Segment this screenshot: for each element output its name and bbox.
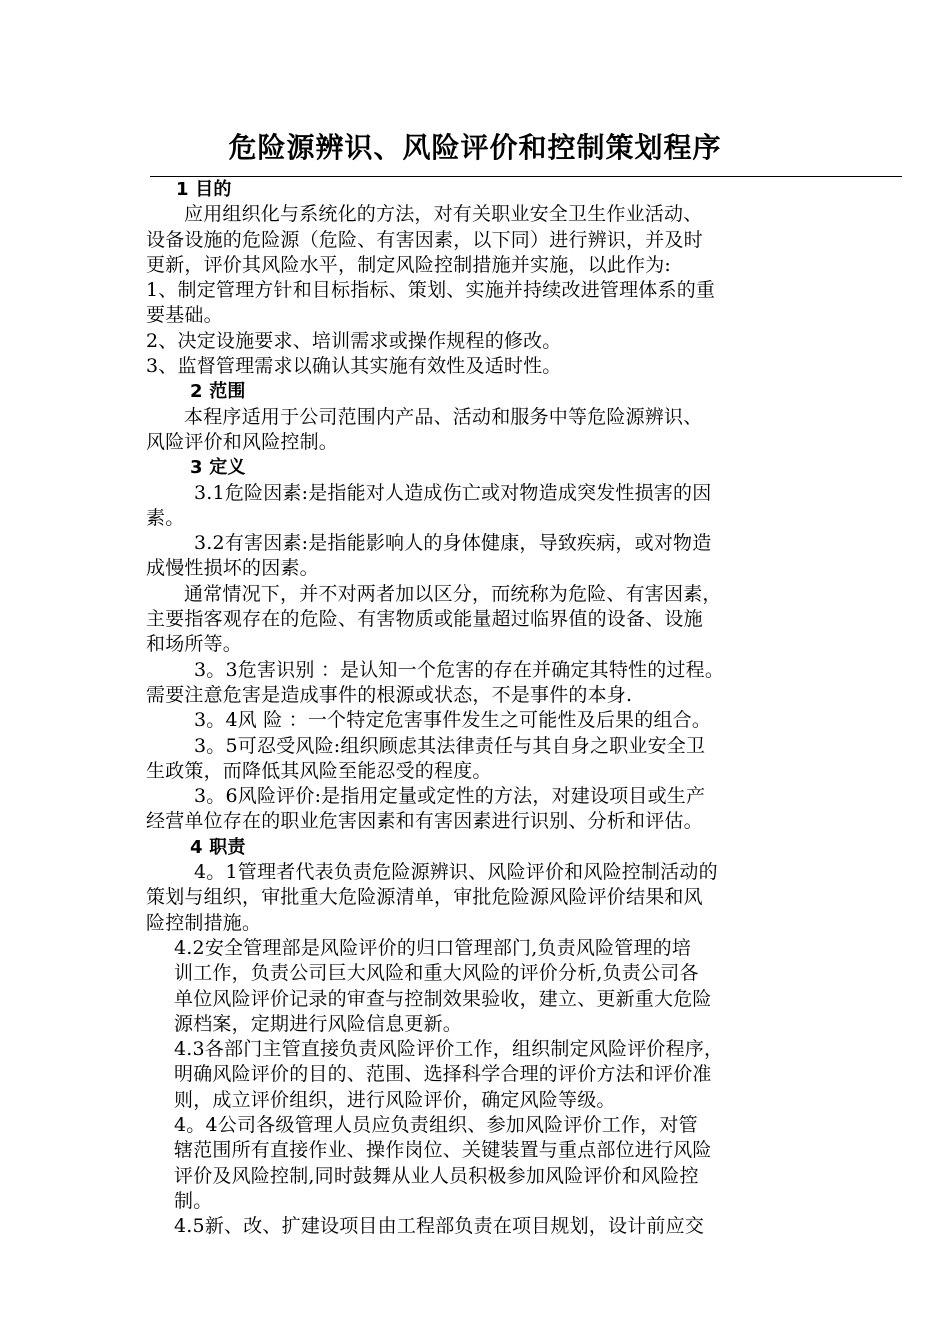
paragraph-line: 评价及风险控制,同时鼓舞从业人员积极参加风险评价和风险控 — [174, 1164, 699, 1187]
paragraph-line: 成慢性损坏的因素。 — [146, 557, 319, 580]
paragraph-line: 生政策，而降低其风险至能忍受的程度。 — [146, 759, 492, 782]
paragraph-line: 训工作，负责公司巨大风险和重大风险的评价分析,负责公司各 — [174, 962, 699, 985]
paragraph-line: 辖范围所有直接作业、操作岗位、关键装置与重点部位进行风险 — [174, 1139, 712, 1162]
section-heading: 3 定义 — [190, 457, 246, 479]
paragraph-line: 制。 — [174, 1189, 213, 1212]
paragraph-line: 3.1危险因素:是指能对人造成伤亡或对物造成突发性损害的因 — [194, 481, 712, 504]
paragraph-line: 设备设施的危险源（危险、有害因素，以下同）进行辨识，并及时 — [146, 228, 703, 251]
paragraph-line: 3。5可忍受风险:组织顾虑其法律责任与其自身之职业安全卫 — [194, 734, 706, 757]
paragraph-line: 4。4公司各级管理人员应负责组织、参加风险评价工作，对管 — [174, 1113, 698, 1136]
paragraph-line: 通常情况下，并不对两者加以区分，而统称为危险、有害因素， — [184, 582, 722, 605]
paragraph-line: 3、监督管理需求以确认其实施有效性及适时性。 — [146, 355, 562, 378]
paragraph-line: 4。1管理者代表负责危险源辨识、风险评价和风险控制活动的 — [194, 861, 718, 884]
paragraph-line: 经营单位存在的职业危害因素和有害因素进行识别、分析和评估。 — [146, 810, 703, 833]
section-heading: 4 职责 — [190, 836, 246, 858]
paragraph-line: 1、制定管理方针和目标指标、策划、实施并持续改进管理体系的重 — [146, 279, 716, 302]
paragraph-line: 3。6风险评价:是指用定量或定性的方法，对建设项目或生产 — [194, 785, 706, 808]
paragraph-line: 需要注意危害是造成事件的根源或状态，不是事件的本身. — [146, 683, 633, 706]
paragraph-line: 策划与组织，审批重大危险源清单，审批危险源风险评价结果和风 — [146, 886, 703, 909]
paragraph-line: 明确风险评价的目的、范围、选择科学合理的评价方法和评价准 — [174, 1063, 712, 1086]
paragraph-line: 要基础。 — [146, 304, 223, 327]
paragraph-line: 3.2有害因素:是指能影响人的身体健康，导致疾病，或对物造 — [194, 532, 712, 555]
paragraph-line: 应用组织化与系统化的方法，对有关职业安全卫生作业活动、 — [184, 203, 703, 226]
paragraph-line: 险控制措施。 — [146, 911, 262, 934]
paragraph-line: 风险评价和风险控制。 — [146, 430, 339, 453]
section-heading: 1 目的 — [176, 179, 232, 200]
document-title: 危险源辨识、风险评价和控制策划程序 — [228, 131, 722, 164]
paragraph-line: 素。 — [146, 506, 185, 529]
section-heading: 2 范围 — [190, 381, 246, 403]
paragraph-line: 2、决定设施要求、培训需求或操作规程的修改。 — [146, 329, 562, 352]
paragraph-line: 本程序适用于公司范围内产品、活动和服务中等危险源辨识、 — [184, 405, 703, 428]
paragraph-line: 更新，评价其风险水平，制定风险控制措施并实施，以此作为: — [146, 253, 672, 276]
paragraph-line: 主要指客观存在的危险、有害物质或能量超过临界值的设备、设施 — [146, 608, 703, 631]
paragraph-line: 3。4风 险 ：一个特定危害事件发生之可能性及后果的组合。 — [194, 709, 712, 732]
paragraph-line: 3。3危害识别 ：是认知一个危害的存在并确定其特性的过程。 — [194, 658, 725, 681]
paragraph-line: 4.5新、改、扩建设项目由工程部负责在项目规划，设计前应交 — [174, 1215, 705, 1238]
paragraph-line: 和场所等。 — [146, 633, 243, 656]
paragraph-line: 单位风险评价记录的审查与控制效果验收，建立、更新重大危险 — [174, 987, 712, 1010]
paragraph-line: 4.3各部门主管直接负责风险评价工作，组织制定风险评价程序， — [174, 1038, 724, 1061]
document-body — [146, 177, 816, 1239]
paragraph-line: 4.2安全管理部是风险评价的归口管理部门,负责风险管理的培 — [174, 936, 692, 959]
paragraph-line: 则，成立评价组织，进行风险评价，确定风险等级。 — [174, 1088, 616, 1111]
paragraph-line: 源档案，定期进行风险信息更新。 — [174, 1012, 463, 1035]
